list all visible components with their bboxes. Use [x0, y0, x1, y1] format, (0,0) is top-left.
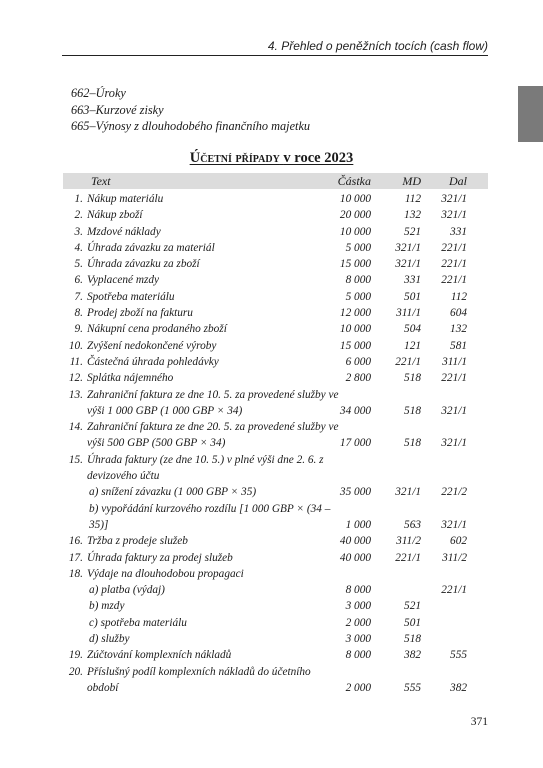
- row-amount: 40 000: [339, 535, 371, 548]
- row-dal: 311/2: [442, 551, 467, 564]
- row-text: Splátka nájemného: [87, 372, 174, 385]
- row-number: 5.: [74, 258, 83, 271]
- row-md: 311/1: [396, 307, 421, 320]
- table-row: [63, 615, 488, 631]
- row-md: 112: [404, 193, 421, 205]
- row-amount: 34 000: [339, 404, 371, 417]
- title-rest: v roce 2023: [283, 150, 354, 166]
- row-number: 7.: [74, 290, 83, 303]
- row-md: 501: [404, 290, 421, 303]
- row-number: 10.: [68, 339, 83, 352]
- row-number: 8.: [74, 307, 83, 320]
- row-dal: 221/1: [441, 372, 467, 385]
- row-amount: 5 000: [345, 290, 371, 303]
- row-text: Mzdové náklady: [87, 225, 161, 238]
- row-dal: 321/1: [441, 518, 467, 531]
- row-amount: 15 000: [339, 258, 371, 271]
- row-amount: 1 000: [345, 518, 371, 531]
- row-text: Zahraniční faktura ze dne 20. 5. za provedené služby ve výši 500 GBP (500 GBP × 34): [87, 421, 339, 450]
- title-small-caps: Účetní případy: [189, 150, 280, 166]
- account-item: 663–Kurzové zisky: [71, 102, 164, 117]
- running-header: 4. Přehled o peněžních tocích (cash flow): [62, 38, 488, 56]
- row-amount: 10 000: [339, 225, 371, 238]
- row-text: Zvýšení nedokončené výroby: [87, 339, 217, 352]
- row-text: Prodej zboží na fakturu: [87, 307, 193, 320]
- row-md: 563: [404, 518, 421, 531]
- column-header-text: Text: [91, 174, 111, 188]
- row-md: 518: [404, 372, 421, 385]
- table-row: [63, 550, 488, 566]
- table-row: [63, 207, 488, 223]
- table-row: [63, 305, 488, 321]
- row-text: Nákup zboží: [87, 209, 143, 222]
- column-header-dal: Dal: [449, 174, 467, 188]
- row-text: Úhrada faktury (ze dne 10. 5.) v plné výši dne 2. 6. z devizového účtu: [87, 453, 324, 483]
- table-row: [63, 582, 488, 598]
- row-number: 6.: [74, 274, 83, 287]
- table-row: [63, 647, 488, 663]
- row-number: 18.: [68, 567, 83, 580]
- row-number: 17.: [68, 551, 83, 564]
- row-amount: 15 000: [339, 339, 371, 352]
- row-md: 321/1: [395, 241, 421, 254]
- row-md: 521: [404, 225, 421, 238]
- row-dal: 321/1: [441, 193, 467, 205]
- table-row: [63, 484, 488, 500]
- table-row: [63, 598, 488, 614]
- row-text: a) platba (výdaj): [89, 584, 165, 597]
- row-text: Nákupní cena prodaného zboží: [87, 323, 227, 336]
- row-md: 555: [404, 681, 421, 694]
- row-amount: 12 000: [339, 307, 371, 320]
- row-md: 132: [404, 209, 421, 222]
- chapter-thumb-tab: [518, 86, 543, 142]
- row-number: 20.: [68, 665, 83, 678]
- row-dal: 221/1: [441, 241, 467, 254]
- table-row: [63, 566, 488, 582]
- row-text: Úhrada závazku za materiál: [87, 241, 215, 254]
- row-number: 2.: [74, 209, 83, 222]
- row-dal: 311/1: [442, 355, 467, 368]
- account-item: 662–Úroky: [71, 86, 126, 100]
- row-amount: 35 000: [339, 486, 371, 499]
- row-dal: 321/1: [441, 209, 467, 222]
- row-amount: 10 000: [339, 323, 371, 336]
- row-md: 382: [404, 649, 421, 662]
- row-md: 501: [404, 616, 421, 629]
- row-number: 15.: [68, 453, 83, 466]
- row-md: 321/1: [395, 486, 421, 499]
- row-number: 3.: [74, 225, 83, 238]
- row-number: 11.: [69, 355, 83, 368]
- row-dal: 555: [450, 649, 467, 662]
- row-text: b) vypořádání kurzového rozdílu [1 000 GBP × (34 – 35)]: [89, 502, 331, 531]
- row-md: 331: [404, 274, 421, 287]
- row-amount: 8 000: [345, 274, 371, 287]
- row-amount: 40 000: [339, 551, 371, 564]
- table-row: [63, 631, 488, 647]
- row-text: c) spotřeba materiálu: [89, 616, 187, 629]
- row-text: d) služby: [89, 633, 130, 646]
- row-dal: 331: [450, 225, 467, 238]
- row-text: Výdaje na dlouhodobou propagaci: [87, 567, 244, 580]
- account-item: 665–Výnosy z dlouhodobého finančního majetku: [71, 119, 311, 133]
- row-text: Úhrada faktury za prodej služeb: [87, 551, 233, 564]
- row-text: Částečná úhrada pohledávky: [87, 355, 219, 368]
- table-row: [63, 370, 488, 386]
- table-row: [63, 354, 488, 370]
- row-amount: 3 000: [345, 600, 371, 613]
- row-text: b) mzdy: [89, 600, 125, 613]
- row-dal: 321/1: [441, 437, 467, 450]
- row-dal: 321/1: [441, 404, 467, 417]
- table-row: [63, 272, 488, 288]
- row-dal: 602: [450, 535, 467, 548]
- table-row: [63, 191, 488, 207]
- row-text: Nákup materiálu: [87, 193, 164, 205]
- table-header: [63, 173, 488, 189]
- row-md: 518: [404, 633, 421, 646]
- row-dal: 604: [450, 307, 467, 320]
- row-dal: 221/1: [441, 274, 467, 287]
- table-row: [63, 321, 488, 337]
- row-number: 4.: [74, 241, 83, 254]
- row-dal: 382: [450, 681, 467, 694]
- row-amount: 8 000: [345, 649, 371, 662]
- table-row: [63, 501, 488, 534]
- section-title: [0, 150, 543, 167]
- row-amount: 2 000: [345, 616, 371, 629]
- table-row: [63, 256, 488, 272]
- row-text: a) snížení závazku (1 000 GBP × 35): [89, 486, 257, 499]
- row-text: Příslušný podíl komplexních nákladů do účetního období: [87, 665, 311, 694]
- table-row: [63, 452, 488, 485]
- row-dal: 221/1: [441, 258, 467, 271]
- row-amount: 3 000: [345, 633, 371, 646]
- row-md: 521: [404, 600, 421, 613]
- row-md: 518: [404, 404, 421, 417]
- table-row: [63, 338, 488, 354]
- row-text: Zahraniční faktura ze dne 10. 5. za provedené služby ve výši 1 000 GBP (1 000 GBP × 34): [87, 388, 339, 417]
- row-md: 311/2: [396, 535, 421, 548]
- row-text: Spotřeba materiálu: [87, 290, 175, 303]
- row-md: 518: [404, 437, 421, 450]
- page-number: 371: [470, 716, 488, 728]
- row-dal: 581: [450, 339, 467, 352]
- row-number: 13.: [68, 388, 83, 401]
- row-text: Zúčtování komplexních nákladů: [87, 649, 232, 662]
- table-row: [63, 533, 488, 549]
- row-amount: 2 800: [345, 372, 371, 385]
- row-md: 504: [404, 323, 421, 336]
- table-row: [63, 664, 488, 697]
- row-md: 121: [404, 339, 421, 352]
- row-number: 14.: [68, 421, 83, 434]
- column-header-amount: Částka: [337, 174, 371, 188]
- row-dal: 112: [450, 290, 467, 303]
- row-amount: 2 000: [345, 681, 371, 694]
- transactions-table: [63, 191, 488, 696]
- table-row: [63, 289, 488, 305]
- row-md: 321/1: [395, 258, 421, 271]
- row-dal: 221/1: [441, 584, 467, 597]
- row-text: Vyplacené mzdy: [87, 274, 160, 287]
- row-amount: 8 000: [345, 584, 371, 597]
- table-row: [63, 387, 488, 420]
- row-number: 19.: [68, 649, 83, 662]
- row-text: Tržba z prodeje služeb: [87, 535, 188, 548]
- row-amount: 17 000: [339, 437, 371, 450]
- row-number: 16.: [68, 535, 83, 548]
- row-number: 1.: [74, 193, 83, 205]
- row-dal: 132: [450, 323, 467, 336]
- table-row: [63, 240, 488, 256]
- row-md: 221/1: [395, 355, 421, 368]
- row-amount: 10 000: [339, 193, 371, 205]
- table-row: [63, 224, 488, 240]
- table-row: [63, 419, 488, 452]
- row-amount: 6 000: [345, 355, 371, 368]
- account-list: [71, 85, 310, 135]
- row-md: 221/1: [395, 551, 421, 564]
- column-header-md: MD: [402, 174, 421, 188]
- row-amount: 20 000: [339, 209, 371, 222]
- row-number: 9.: [74, 323, 83, 336]
- row-amount: 5 000: [345, 241, 371, 254]
- row-dal: 221/2: [441, 486, 467, 499]
- row-number: 12.: [68, 372, 83, 385]
- row-text: Úhrada závazku za zboží: [87, 258, 200, 271]
